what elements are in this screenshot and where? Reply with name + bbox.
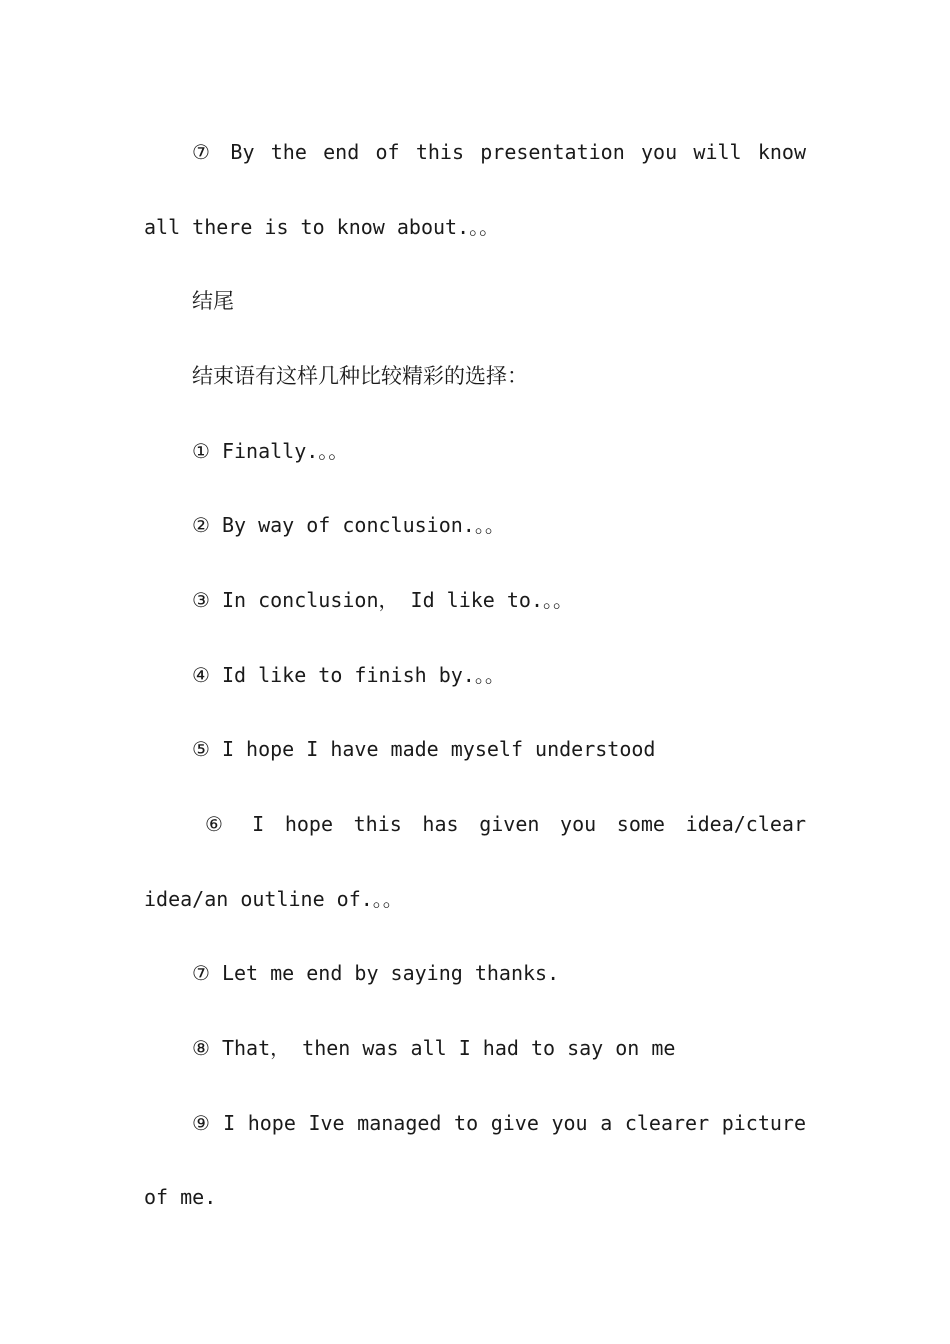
list-item-9a: ⑨ I hope Ive managed to give you a clearer picture <box>192 1111 806 1135</box>
list-item-6b: idea/an outline of.。。 <box>144 887 403 911</box>
text-line-intro-7a: ⑦ By the end of this presentation you will know <box>192 140 806 164</box>
list-item-4: ④ Id like to finish by.。。 <box>192 663 505 687</box>
list-item-7: ⑦ Let me end by saying thanks. <box>192 961 560 985</box>
list-item-3: ③ In conclusion， Id like to.。。 <box>192 588 573 612</box>
section-heading-ending: 结尾 <box>192 289 234 313</box>
list-item-2: ② By way of conclusion.。。 <box>192 513 505 537</box>
list-item-6a: ⑥ I hope this has given you some idea/clear <box>205 812 806 836</box>
list-item-1: ① Finally.。。 <box>192 439 349 463</box>
section-description: 结束语有这样几种比较精彩的选择： <box>192 364 528 388</box>
text-line-intro-7b: all there is to know about.。。 <box>144 215 500 239</box>
list-item-8: ⑧ That， then was all I had to say on me <box>192 1036 676 1060</box>
list-item-9b: of me. <box>144 1185 217 1209</box>
list-item-5: ⑤ I hope I have made myself understood <box>192 737 656 761</box>
